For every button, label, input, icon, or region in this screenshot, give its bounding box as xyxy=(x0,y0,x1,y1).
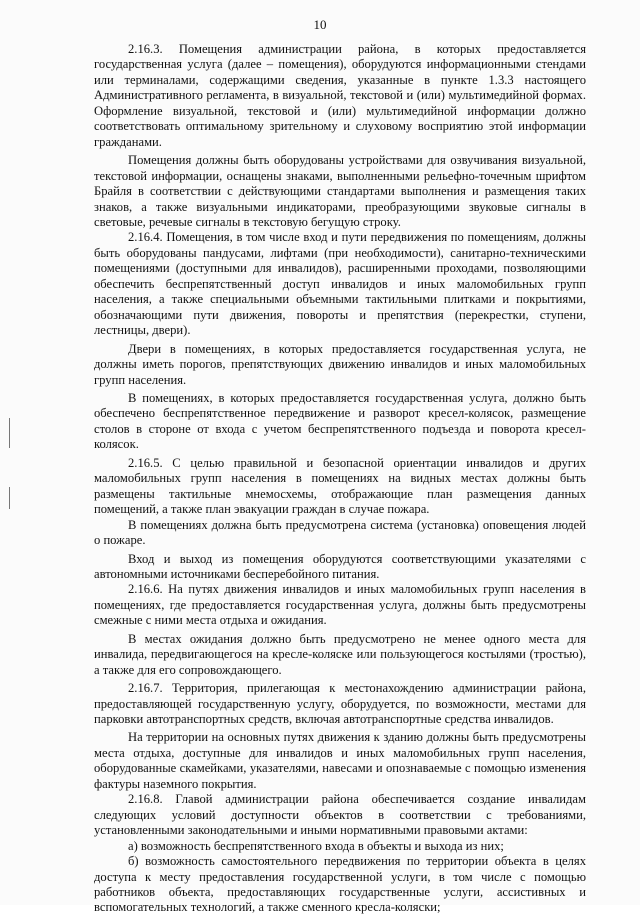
paragraph-territory-rest-places: На территории на основных путях движения к зданию должны быть предусмотрены места отдыха, доступные для инвалидов и иных маломобильных групп населения, оборудованные скамейками, указателями, навесами и опознаваемые с помощью изменения фактуры наземного покрытия. xyxy=(94,730,586,791)
paragraph-doors: Двери в помещениях, в которых предоставляется государственная услуга, не должны иметь порогов, препятствующих движению инвалидов и иных маломобильных групп населения. xyxy=(94,341,586,387)
paragraph-fire-alarm: В помещениях должна быть предусмотрена система (установка) оповещения людей о пожаре. xyxy=(94,517,586,548)
scan-mark-upper xyxy=(9,418,10,448)
paragraph-2-16-6: 2.16.6. На путях движения инвалидов и иных маломобильных групп населения в помещениях, где предоставляется государственная услуга, должны быть предусмотрены смежные с ними места отдыха и ожидания. xyxy=(94,582,586,628)
paragraph-2-16-7: 2.16.7. Территория, прилегающая к местонахождению администрации района, предоставляющей государственную услугу, оборудуется, по возможности, местами для парковки автотранспортных средств, включая автотранспортные средства инвалидов. xyxy=(94,681,586,727)
paragraph-wheelchair-movement: В помещениях, в которых предоставляется государственная услуга, должно быть обеспечено беспрепятственное передвижение и разворот кресел-колясок, размещение столов в стороне от входа с учетом беспрепятственного подъезда и поворота кресел-колясок. xyxy=(94,390,586,452)
list-item-b: б) возможность самостоятельного передвижения по территории объекта в целях доступа к месту предоставления государственной услуги, в том числе с помощью работников объекта, предоставляющих государственные услуги, ассистивных и вспомогательных технологий, а также сменного кресла-коляски; xyxy=(94,854,586,915)
paragraph-2-16-8: 2.16.8. Главой администрации района обеспечивается создание инвалидам следующих условий доступности объектов в соответствии с требованиями, установленными законодательными и иными нормативными правовыми актами: xyxy=(94,792,586,838)
paragraph-waiting-places: В местах ожидания должно быть предусмотрено не менее одного места для инвалида, передвигающегося на кресле-коляске или пользующегося костылями (тростью), а также для его сопровождающего. xyxy=(94,631,586,677)
paragraph-2-16-3: 2.16.3. Помещения администрации района, в которых предоставляется государственная услуга (далее – помещения), оборудуются информационными стендами или терминалами, содержащими сведения, указанные в пункте 1.3.3 настоящего Административного регламента, в визуальной, текстовой и (или) мультимедийной формах. Оформление визуальной, текстовой и (или) мультимедийной информации должно соответствовать оптимальному зрительному и слуховому восприятию этой информации гражданами. xyxy=(94,42,586,149)
paragraph-2-16-4: 2.16.4. Помещения, в том числе вход и пути передвижения по помещениям, должны быть оборудованы пандусами, лифтами (при необходимости), санитарно-техническими помещениями (доступными для инвалидов), расширенными проходами, позволяющими обеспечить беспрепятственный доступ инвалидов и иных маломобильных групп населения, а также специальными объемными тактильными плитками и покрытиями, обозначающими пути движения, повороты и препятствия (перекрестки, ступени, лестницы, двери). xyxy=(94,230,586,338)
scan-mark-lower xyxy=(9,487,10,509)
document-body xyxy=(94,42,586,916)
paragraph-entrance-exit: Вход и выход из помещения оборудуются соответствующими указателями с автономными источниками бесперебойного питания. xyxy=(94,551,586,581)
page-number: 10 xyxy=(313,17,327,32)
list-item-a: а) возможность беспрепятственного входа в объекты и выхода из них; xyxy=(128,838,504,853)
paragraph-2-16-5: 2.16.5. С целью правильной и безопасной ориентации инвалидов и других маломобильных групп населения в помещениях на видных местах должны быть размещены тактильные мнемосхемы, отображающие план размещения данных помещений, а также план эвакуации граждан в случае пожара. xyxy=(94,455,586,517)
paragraph-braille-equipment: Помещения должны быть оборудованы устройствами для озвучивания визуальной, текстовой информации, оснащены знаками, выполненными рельефно-точечным шрифтом Брайля в соответствии с действующими стандартами выполнения и размещения таких знаков, а также визуальными индикаторами, преобразующими звуковые сигналы в световые, речевые сигналы в текстовую бегущую строку. xyxy=(94,153,586,229)
